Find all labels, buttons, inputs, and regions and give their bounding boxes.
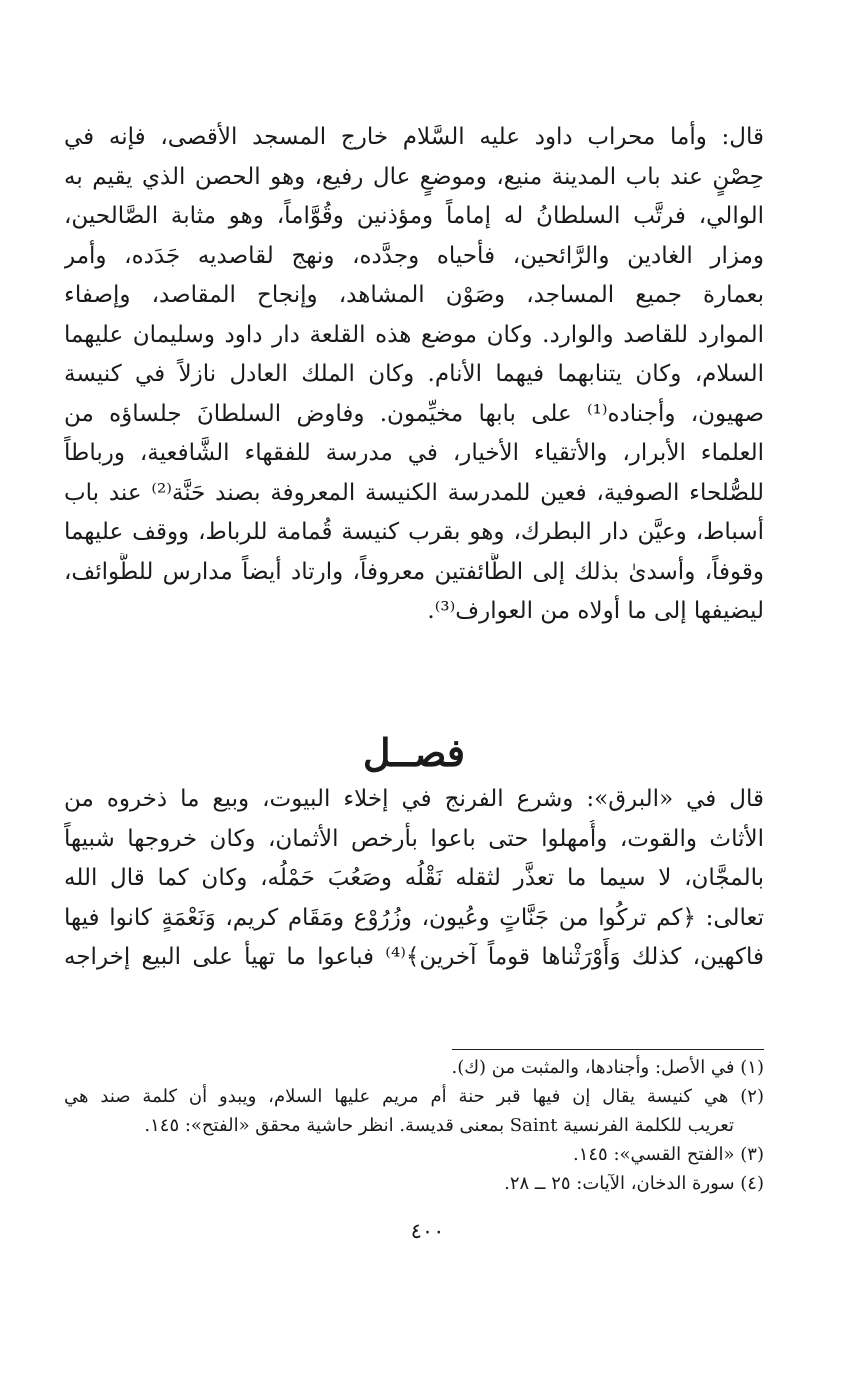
text-line: تعالى: ﴿كم تركُوا من جَنَّاتٍ وعُيون، وزُرُوْع ومَقَام كريم، وَنَعْمَةٍ كانوا فيها — [64, 904, 764, 931]
footnote-divider — [452, 1049, 764, 1050]
footnote: (٣) «الفتح القسي»: ١٤٥. — [572, 1144, 764, 1165]
text-line: صهيون، وأجناده⁽¹⁾ على بابها مخيِّمون. وفاوض السلطانَ جلساؤه من — [64, 400, 764, 427]
text-line: الموارد للقاصد والوارد. وكان موضع هذه القلعة دار داود وسليمان عليهما — [64, 321, 764, 348]
text-line: حِصْنٍ عند باب المدينة منيع، وموضعٍ عال رفيع، وهو الحصن الذي يقيم به — [64, 163, 764, 190]
footnote: (٤) سورة الدخان، الآيات: ٢٥ ــ ٢٨. — [504, 1173, 764, 1194]
page-number: ٤٠٠ — [410, 1219, 445, 1243]
text-line: ومزار الغادين والرَّائحين، فأحياه وجدَّده، ونهج لقاصديه جَدَده، وأمر — [64, 242, 764, 269]
text-line: للصُّلحاء الصوفية، فعين للمدرسة الكنيسة المعروفة بصند حَنَّة⁽²⁾ عند باب — [64, 479, 764, 506]
footnote-continuation: تعريب للكلمة الفرنسية Saint بمعنى قديسة. انظر حاشية محقق «الفتح»: ١٤٥. — [144, 1115, 734, 1136]
text-line: وقوفاً، وأسدىٰ بذلك إلى الطَّائفتين معروفاً، وارتاد أيضاً مدارس للطَّوائف، — [64, 558, 764, 585]
text-line: بالمجَّان، لا سيما ما تعذَّر لثقله نَقْلُه وصَعُبَ حَمْلُه، وكان كما قال الله — [64, 865, 764, 891]
footnote: (١) في الأصل: وأجنادها، والمثبت من (ك). — [451, 1057, 764, 1078]
text-line: الأثاث والقوت، وأُمهلوا حتى باعوا بأرخص الأثمان، وكان خروجها شبيهاً — [64, 825, 764, 852]
text-line: بعمارة جميع المساجد، وصَوْن المشاهد، وإنجاح المقاصد، وإصفاء — [64, 282, 764, 308]
body-paragraph-1 — [64, 118, 764, 632]
text-line: قال في «البرق»: وشرع الفرنج في إخلاء البيوت، وبيع ما ذخروه من — [64, 786, 764, 812]
footnotes — [64, 1053, 764, 1198]
text-line: العلماء الأبرار، والأتقياء الأخيار، في مدرسة للفقهاء الشَّافعية، ورباطاً — [64, 440, 764, 466]
text-line: السلام، وكان يتنابهما فيهما الأنام. وكان الملك العادل نازلاً في كنيسة — [64, 361, 764, 387]
text-line: فاكهين، كذلك وَأَوْرَثْناها قوماً آخرين﴾⁽⁴⁾ فباعوا ما تهيأ على البيع إخراجه — [64, 944, 764, 970]
footnote: (٢) هي كنيسة يقال إن فيها قبر حنة أم مريم عليها السلام، ويبدو أن كلمة صند هي — [64, 1086, 764, 1107]
text-line: أسباط، وعيَّن دار البطرك، وهو بقرب كنيسة قُمامة للرباط، ووقف عليهما — [64, 519, 764, 545]
text-line: قال: وأما محراب داود عليه السَّلام خارج المسجد الأقصى، فإنه في — [64, 124, 764, 150]
body-paragraph-2 — [64, 780, 764, 978]
text-line: ليضيفها إلى ما أولاه من العوارف⁽³⁾. — [427, 598, 764, 624]
text-line: الوالي، فرتَّب السلطانُ له إماماً ومؤذنين وقُوَّاماً، وهو مثابة الصَّالحين، — [64, 203, 764, 229]
section-heading: فصــل — [362, 730, 466, 775]
